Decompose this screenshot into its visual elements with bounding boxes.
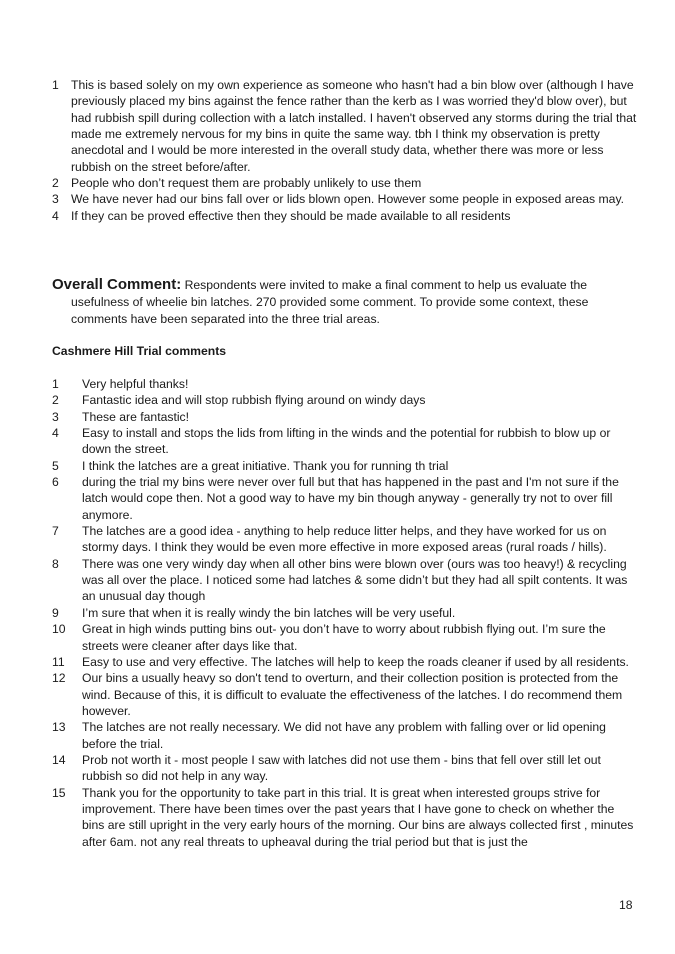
section-heading: Cashmere Hill Trial comments [52, 344, 227, 358]
item-number: 15 [52, 785, 66, 800]
item-number: 2 [52, 393, 59, 408]
item-text: People who don’t request them are probably unlikely to use them [71, 176, 422, 191]
list-item [0, 752, 675, 785]
item-text: This is based solely on my own experience as someone who hasn't had a bin blow over (although I have previously placed my bins against the fence rather than the kerb as I was worried they'd blow over), but had rubbish spill during collection with a latch installed. I haven't observed any storms during the trial that made me extremely nervous for my bins in quite the same way. tbh I think my observation is pretty anecdotal and I would be more interested in the overall study data, whether there was more or less rubbish on the street before/after. [71, 78, 637, 174]
item-text: Easy to install and stops the lids from lifting in the winds and the potential for rubbish to blow up or down the street. [82, 426, 611, 457]
list-item [0, 175, 675, 191]
list-item [0, 523, 675, 556]
item-number: 5 [52, 458, 59, 473]
item-number: 11 [52, 654, 65, 669]
item-number: 3 [52, 409, 59, 424]
list-item [0, 654, 675, 670]
item-text: Fantastic idea and will stop rubbish flying around on windy days [82, 393, 426, 408]
item-text: Great in high winds putting bins out- you don’t have to worry about rubbish flying out. I’m sure the streets were cleaner after days like that. [82, 622, 606, 653]
item-number: 9 [52, 605, 59, 620]
item-text: Prob not worth it - most people I saw with latches did not use them - bins that fell over still let out rubbish so did not help in any way. [82, 752, 601, 784]
item-number: 13 [52, 720, 66, 735]
item-text: Easy to use and very effective. The latches will help to keep the roads cleaner if used by all residents. [82, 654, 629, 669]
item-number: 1 [52, 377, 59, 391]
list-item [0, 208, 675, 224]
item-text: during the trial my bins were never over full but that has happened in the past and I'm not sure if the latch would cope then. Not a good way to have my bin though anyway - generally try not to over fill anymore. [82, 475, 619, 522]
list-item [0, 719, 675, 752]
list-item [0, 392, 675, 408]
overall-comment-first-line: Respondents were invited to make a final comment to help us evaluate the [181, 278, 588, 292]
list-item [0, 670, 675, 719]
list-item [0, 376, 675, 392]
page-number: 18 [619, 898, 633, 912]
item-number: 10 [52, 622, 66, 637]
item-text: There was one very windy day when all other bins were blown over (ours was too heavy!) & recycling was all over the place. I noticed some had latches & some didn’t but they had all spilt contents. It was an unusual day though [82, 556, 628, 604]
item-text: The latches are not really necessary. We did not have any problem with falling over or lid opening before the trial. [82, 720, 606, 751]
list-item [0, 785, 675, 850]
list-item [0, 458, 675, 474]
item-number: 1 [52, 78, 59, 92]
comments-numbered-list [0, 376, 675, 850]
overall-comment-paragraph [52, 276, 612, 328]
item-number: 14 [52, 752, 66, 767]
item-text: I’m sure that when it is really windy the bin latches will be very useful. [82, 605, 456, 620]
item-text: I think the latches are a great initiative. Thank you for running th trial [82, 458, 449, 473]
top-numbered-list [0, 77, 675, 224]
item-number: 12 [52, 671, 66, 686]
item-number: 7 [52, 524, 59, 539]
item-text: Thank you for the opportunity to take part in this trial. It is great when interested groups strive for improvement. There have been times over the past years that I have gone to check on whether the bins are still upright in the very early hours of the morning. Our bins are always collected first , minutes after 6am. not any real threats to upheaval during the trial period but that is just the [82, 785, 634, 849]
list-item [0, 556, 675, 605]
list-item [0, 425, 675, 458]
item-text: Very helpful thanks! [82, 377, 189, 391]
item-text: Our bins a usually heavy so don't tend to overturn, and their collection position is protected from the wind. Because of this, it is difficult to evaluate the effectiveness of the latches. I do recommend them however. [82, 671, 623, 718]
item-number: 3 [52, 192, 59, 207]
item-text: The latches are a good idea - anything to help reduce litter helps, and they have worked for us on stormy days. I think they would be even more effective in more exposed areas (rural roads / hills). [82, 524, 607, 555]
list-item [0, 409, 675, 425]
item-number: 4 [52, 208, 59, 223]
list-item [0, 621, 675, 654]
item-text: We have never had our bins fall over or lids blown open. However some people in exposed areas may. [71, 192, 625, 207]
overall-comment-body: usefulness of wheelie bin latches. 270 provided some comment. To provide some context, these comments have been separated into the three trial areas. [71, 295, 589, 326]
item-number: 6 [52, 475, 59, 490]
list-item [0, 77, 675, 175]
list-item [0, 474, 675, 523]
list-item [0, 191, 675, 207]
item-number: 8 [52, 556, 59, 571]
item-number: 2 [52, 176, 59, 191]
item-number: 4 [52, 426, 59, 441]
overall-comment-heading: Overall Comment: [52, 276, 182, 293]
list-item [0, 605, 675, 621]
item-text: If they can be proved effective then they should be made available to all residents [71, 208, 511, 223]
item-text: These are fantastic! [82, 409, 190, 424]
